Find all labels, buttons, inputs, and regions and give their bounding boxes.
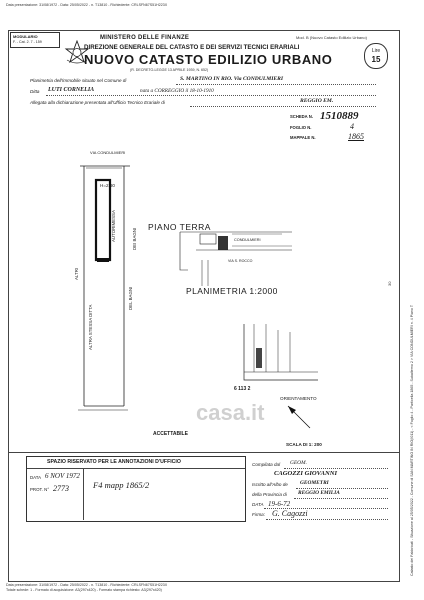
- catasto-title: NUOVO CATASTO EDILIZIO URBANO: [84, 52, 333, 67]
- scheda-label: SCHEDA N.: [290, 114, 313, 119]
- office-heading: SPAZIO RISERVATO PER LE ANNOTAZIONI D'UFFICIO: [47, 459, 181, 465]
- scala-label: SCALA DI 1: 200: [286, 442, 322, 447]
- office-annotations-box: [26, 456, 246, 522]
- bottom-meta-2: Totale schede: 1 - Formato di acquisizione: A3(297x420) - Formato stampa richiesto: A3(297x420): [6, 588, 162, 592]
- office-data-value: 6 NOV 1972: [45, 472, 80, 480]
- watermark: casa.it: [196, 400, 265, 425]
- ditta-underline: [46, 95, 376, 96]
- law-reference: (R. DECRETO-LEGGE 13 APRILE 1939, N. 652): [130, 68, 209, 72]
- provincia-value: REGGIO EMILIA: [298, 490, 340, 496]
- albo-value: GEOMETRI: [300, 480, 329, 486]
- foglio-label: FOGLIO N.: [290, 125, 312, 130]
- provincia-label: della Provincia di: [252, 492, 287, 497]
- garage-label: AUTORIMESSA: [111, 210, 116, 242]
- street-label: VIA CONDULMIERI: [90, 150, 126, 155]
- height-label: H=2.80: [100, 183, 115, 188]
- allegata-underline: [190, 106, 376, 107]
- allegata-label: Allegata alla dichiarazione presentata all'Ufficio Tecnico Erariale di: [30, 100, 165, 105]
- orientamento-label: ORIENTAMENTO: [280, 396, 317, 401]
- left-neighbour-label: ALTRI: [74, 267, 79, 280]
- ditta-value: LUTI CORNELIA: [48, 87, 95, 93]
- provincia-underline: [294, 498, 388, 499]
- signature-underline: [266, 519, 388, 520]
- left-strip-label: ALTRA STESSA DITTA: [88, 304, 93, 350]
- albo-label: Iscritto all'Albo de: [252, 482, 288, 487]
- model-label: Mod. B (Nuovo Catasto Edilizio Urbano): [296, 35, 367, 40]
- office-prot-label: PROT. N°: [30, 487, 50, 492]
- compiler-date-value: 19-6-72: [268, 500, 291, 508]
- office-prot-value: 2773: [53, 484, 69, 493]
- mappale-value: 1865: [348, 132, 364, 141]
- parcel-number: 6 113 2: [234, 386, 251, 392]
- side-note: Catasto dei Fabbricati - Situazione al 25/05/2022 - Comune di SAN MARTINO IN RIO(I011) - < Foglio 4 - Particella 1865 - Subalterno 2 > VIA CONDULMIERI n. 4 Piano T: [410, 304, 414, 576]
- signature: G. Cagozzi: [272, 509, 308, 518]
- piano-terra-label: PIANO TERRA: [148, 222, 211, 232]
- sketch-via-label: VIA S. ROCCO: [228, 259, 253, 263]
- location-value: S. MARTINO IN RIO. Via CONDULMIERI: [180, 76, 284, 82]
- compiler-title: GEOM.: [290, 460, 307, 466]
- ditta-extra: nata a CORREGGIO il 18-10-1910: [140, 88, 214, 94]
- compiler-name: CAGOZZI GIOVANNI: [274, 470, 338, 477]
- foglio-value: 4: [350, 122, 354, 131]
- ministry-title: MINISTERO DELLE FINANZE: [100, 35, 190, 41]
- modulario-code: F. - Cat. 2. 7 - 159: [13, 40, 42, 44]
- right-neighbour-label: DEL BAGNI: [128, 286, 133, 310]
- modulario-title: MODULARIO: [13, 34, 38, 39]
- bagni-label: DEI BAGNI: [132, 227, 137, 250]
- compiler-underline: [284, 468, 388, 469]
- modulario-box: [10, 32, 60, 48]
- accettabile-stamp: ACCETTABILE: [153, 431, 188, 437]
- sketch-street-label: CONDULMIERI: [234, 238, 261, 242]
- compiler-label: Compilata dal: [252, 462, 281, 467]
- allegata-value: REGGIO EM.: [300, 98, 334, 104]
- albo-underline: [296, 488, 388, 489]
- planimetria-label: PLANIMETRIA 1:2000: [186, 286, 278, 296]
- section-divider: [8, 452, 399, 453]
- office-note: F4 mapp 1865/2: [93, 480, 150, 490]
- location-label: Planimetria dell'immobile situato nel Comune di: [30, 78, 127, 83]
- top-meta: Data presentazione: 31/08/1972 - Data: 25/05/2022 - n. T13810 - Richiedente: CRLSFN67S51H223X: [6, 3, 168, 7]
- lire-label: Lire: [371, 48, 381, 54]
- direction-title: DIREZIONE GENERALE DEL CATASTO E DEI SERVIZI TECNICI ERARIALI: [84, 44, 300, 51]
- bottom-meta-1: Data presentazione: 31/08/1972 - Data: 25/05/2022 - n. T13810 - Richiedente: CRLSFN67S51H223X: [6, 583, 168, 587]
- location-underline: [176, 84, 376, 85]
- page-number: 30: [387, 281, 392, 286]
- office-column-rule: [83, 468, 84, 520]
- lire-badge: [364, 43, 388, 69]
- drawing-area: [22, 110, 394, 450]
- scheda-value: 1510889: [320, 110, 359, 122]
- ditta-label: Ditta: [30, 89, 40, 94]
- mappale-label: MAPPALE N.: [290, 135, 316, 140]
- office-heading-rule: [27, 468, 245, 469]
- office-data-label: DATA: [30, 475, 42, 480]
- lire-value: 15: [371, 55, 381, 64]
- signature-label: Firma:: [252, 512, 266, 517]
- compiler-date-label: DATA: [252, 502, 264, 507]
